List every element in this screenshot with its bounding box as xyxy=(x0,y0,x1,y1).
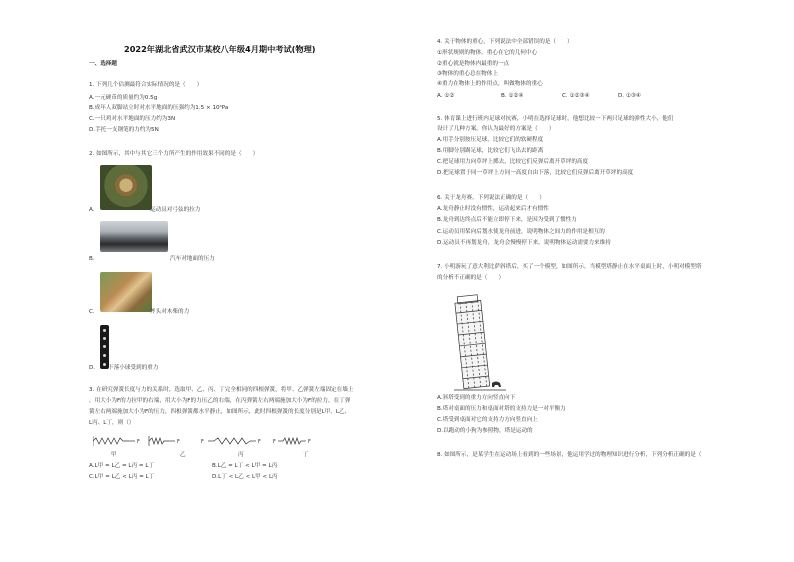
ball-mark xyxy=(103,345,106,348)
spring-bing xyxy=(214,438,250,444)
q3-stem-line3: 簧左右两端施加大小为F的压力，四根弹簧都水平静止，如图所示，此时四根弹簧的长度分别是L甲、L乙、 xyxy=(89,409,351,415)
q2-option-c-letter: C. xyxy=(89,309,95,315)
ball-mark xyxy=(103,337,106,340)
q2-option-a-letter: A. xyxy=(89,207,95,213)
force-label: F xyxy=(137,439,140,445)
q4-option-c: C. ①②③④ xyxy=(562,93,590,99)
q7-stem-line1: 7. 小明游玩了意大利比萨斜塔后，买了一个模型，如图所示，当模型塔静止在水平桌面上时，小明对模型塔 xyxy=(437,264,702,270)
axe-wood-photo xyxy=(100,272,152,312)
ball-mark xyxy=(103,363,106,366)
q1-option-a: A.一元硬币的质量约为0.5g xyxy=(89,95,158,101)
q2-option-d-letter: D. xyxy=(89,365,96,371)
q2-option-c: 斧头对木柴的力 xyxy=(150,309,190,315)
spring-label-bing: 丙 xyxy=(238,452,244,458)
spring-label-jia: 甲 xyxy=(111,452,117,458)
q6-option-c: C.运动员用桨向后划水使龙舟前进，说明物体之间力的作用是相互的 xyxy=(437,229,605,235)
q2-option-b-letter: B. xyxy=(89,256,95,262)
car-tire-photo xyxy=(100,221,168,252)
q1-option-c: C.一只鸡对水平地面的压力约为3N xyxy=(89,116,176,122)
q7-option-a: A.斜塔受到的重力方向竖直向下 xyxy=(437,395,516,401)
q5-stem-line1: 5. 体育课上进行班内足球对抗赛，小明在选择足球时，他想比较一下两只足球的弹性大小，他们 xyxy=(437,116,674,122)
q5-option-a: A.用手分别按压足球，比较它们的软硬程度 xyxy=(437,137,544,143)
spring-label-yi: 乙 xyxy=(180,452,186,458)
q4-option-d: D. ①③④ xyxy=(618,93,641,99)
q3-option-b: B.L乙 = L丁 < L甲 = L丙 xyxy=(212,463,278,469)
q3-stem-line4: L丙、L丁，则（） xyxy=(89,420,135,426)
q1-stem: 1. 下列几个估测最符合实际情况的是（ ） xyxy=(89,82,203,88)
spring-yi xyxy=(149,438,169,444)
force-label: F xyxy=(273,439,276,445)
spring-ding xyxy=(283,438,301,444)
q4-statement-1: ①形状规则的物体，重心在它的几何中心 xyxy=(437,50,538,56)
q5-option-d: D.把足球置于同一草坪上方同一高度自由下落，比较它们反弹后离开草坪的高度 xyxy=(437,170,634,176)
force-label: F xyxy=(177,439,180,445)
q7-option-c: C.塔受到桌面对它的支持力方向竖直向上 xyxy=(437,417,538,423)
q6-option-a: A.龙舟静止时没有惯性，运动起来后才有惯性 xyxy=(437,206,549,212)
q6-option-b: B.龙舟到达终点后不能立即停下来，是因为受到了惯性力 xyxy=(437,217,577,223)
spring-diagram xyxy=(93,434,333,450)
ball-mark xyxy=(103,354,106,357)
q3-option-d: D.L丁 < L乙 < L甲 < L丙 xyxy=(212,474,278,480)
q2-option-d: 下落小球受到的重力 xyxy=(108,365,159,371)
q6-option-d: D.运动员不再划龙舟，龙舟会慢慢停下来，说明物体运动需要力来维持 xyxy=(437,240,611,246)
q4-option-a: A. ①② xyxy=(437,93,455,99)
q4-stem: 4. 关于物体的重心，下列说法中全部错误的是（ ） xyxy=(437,39,573,45)
q4-statement-3: ③物体的重心总在物体上 xyxy=(437,71,498,77)
spring-jia xyxy=(93,438,129,444)
spring-label-ding: 丁 xyxy=(303,452,309,458)
q4-statement-4: ④重力在物体上的作用点，叫做物体的重心 xyxy=(437,81,543,87)
q7-option-d: D.以跑动的小狗为参照物，塔是运动的 xyxy=(437,428,533,434)
q3-stem-line1: 3. 在研究弹簧长度与力的关系时，选取甲、乙、丙、丁完全相同的四根弹簧，将甲、乙弹簧左端固定在墙上 xyxy=(89,387,354,393)
q5-stem-line2: 设计了几种方案，你认为最好的方案是（ ） xyxy=(437,126,555,132)
force-label: F xyxy=(201,439,204,445)
q5-option-c: C.把足球用力向草坪上掷去，比较它们反弹后离开草坪的高度 xyxy=(437,159,589,165)
q3-option-c: C.L甲 = L乙 < L丙 = L丁 xyxy=(89,474,155,480)
section-heading: 一、选择题 xyxy=(89,61,117,67)
falling-ball-photo xyxy=(100,325,109,369)
q3-option-a: A.L甲 = L乙 = L丙 = L丁 xyxy=(89,463,155,469)
q2-option-b: 汽车对地面的压力 xyxy=(170,256,215,262)
q7-stem-line2: 的分析不正确的是（ ） xyxy=(437,275,505,281)
force-label: F xyxy=(308,439,311,445)
leaning-tower-illustration xyxy=(454,293,506,393)
ball-mark xyxy=(103,329,106,332)
q1-option-b: B.成年人双脚站立时对水平地面的压强约为1.5 × 10⁴Pa xyxy=(89,105,229,111)
q8-stem-line1: 8. 如图所示，是某学生在运动场上看到的一些场景，他运用学过的物理知识进行分析，下列分析正确的是（ xyxy=(437,452,702,458)
q6-stem: 6. 关于龙舟赛，下列说法正确的是（ ） xyxy=(437,195,545,201)
exam-title: 2022年湖北省武汉市某校八年级4月期中考试(物理) xyxy=(124,44,316,54)
q2-option-a: 运动员对弓弦的拉力 xyxy=(150,207,201,213)
q1-option-d: D.手托一支钢笔的力约为5N xyxy=(89,127,159,133)
q7-option-b: B.塔对桌面的压力和桌面对塔的支持力是一对平衡力 xyxy=(437,406,566,412)
q5-option-b: B.用脚分别踢足球，比较它们飞出去的距离 xyxy=(437,148,544,154)
archer-photo xyxy=(100,165,152,210)
dog-icon xyxy=(492,382,501,388)
q2-stem: 2. 如图所示，其中与其它三个力所产生的作用效果不同的是（ ） xyxy=(89,151,259,157)
q4-statement-2: ②重心就是物体内最重的一点 xyxy=(437,61,510,67)
q3-stem-line2: ，用大小为F的力拉甲的右端，用大小为F的力压乙的右端，在丙弹簧左右两端施加大小为F的拉力，在丁弹 xyxy=(89,398,351,404)
q4-option-b: B. ①②④ xyxy=(501,93,524,99)
force-label: F xyxy=(258,439,261,445)
